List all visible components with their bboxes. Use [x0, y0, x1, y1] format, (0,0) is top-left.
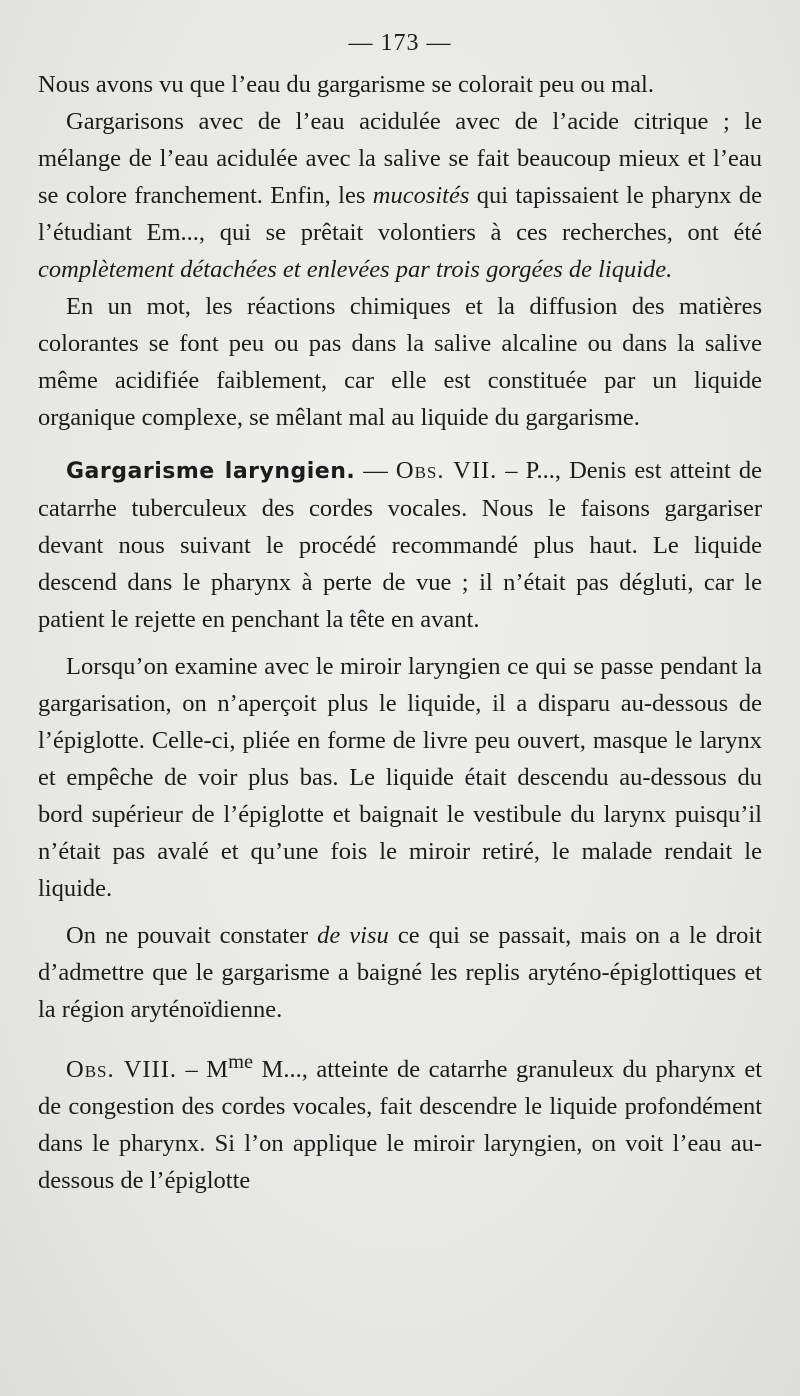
paragraph-6 [38, 917, 762, 1028]
paragraph-2 [38, 103, 762, 288]
superscript-me: me [228, 1051, 254, 1073]
paragraph-gap [38, 907, 762, 917]
observation-label-8: Obs. VIII. [66, 1056, 177, 1084]
paragraph-5 [38, 648, 762, 907]
paragraph-5-text: Lorsqu’on examine avec le miroir laryngien ce qui se passe pendant la gargarisation, on n’aperçoit plus le liquide, il a disparu au-dessous de l’épiglotte. Celle-ci, pliée en forme de livre peu ouvert, masque le larynx et empêche de voir plus bas. Le liquide était descendu au-dessous du bord supérieur de l’épiglotte et baignait le vestibule du larynx puisqu’il n’était pas avalé et qu’une fois le miroir retiré, le malade rendait le liquide. [38, 653, 762, 902]
heading-dash: — [355, 457, 396, 484]
paragraph-3 [38, 288, 762, 436]
page-number: — 173 — [348, 30, 452, 56]
paragraph-3-text: En un mot, les réactions chimiques et la diffusion des matières colorantes se font peu ou pas dans la salive alcaline ou dans la salive même acidifiée faiblement, car elle est constituée par un liquide organique complexe, se mêlant mal au liquide du gargarisme. [38, 293, 762, 431]
paragraph-2-emphasis-2: complètement détachées et enlevées par trois gorgées de liquide. [38, 256, 673, 283]
paragraph-6-text-c: ce qui se passait, mais on a le droit d’admettre que le gargarisme a baigné les replis aryténo-épiglottiques et la région aryténoïdienne. [38, 922, 762, 1023]
paragraph-7-text-b: M..., atteinte de catarrhe granuleux du pharynx et de congestion des cordes vocales, fait descendre le liquide profondément dans le pharynx. Si l’on applique le miroir laryngien, on voit l’eau au-dessous de l’épiglotte [38, 1056, 762, 1195]
paragraph-2-text-c: qui tapissaient le pharynx de l’étudiant Em..., qui se prêtait volontiers à ces recherches, ont été [38, 182, 762, 246]
paragraph-6-emphasis: de visu [317, 922, 389, 949]
section-heading: Gargarisme laryngien. [66, 459, 356, 484]
observation-label-7: Obs. VII. [395, 457, 498, 484]
paragraph-gap [38, 638, 762, 648]
paragraph-7 [38, 1044, 762, 1199]
paragraph-gap [38, 1028, 762, 1044]
paragraph-2-emphasis-1: mucosités [372, 182, 470, 209]
paragraph-1-text: Nous avons vu que l’eau du gargarisme se colorait peu ou mal. [38, 71, 654, 98]
paragraph-gap [38, 436, 762, 452]
paragraph-4-text: – P..., Denis est atteint de catarrhe tuberculeux des cordes vocales. Nous le faisons gargariser devant nous suivant le procédé recommandé plus haut. Le liquide descend dans le pharynx à perte de vue ; il n’était pas dégluti, car le patient le rejette en penchant la tête en avant. [38, 457, 763, 633]
paragraph-1 [38, 66, 762, 103]
paragraph-4 [38, 452, 762, 638]
paragraph-6-text-a: On ne pouvait constater [66, 922, 318, 949]
paragraph-7-text-a: – M [177, 1056, 229, 1084]
paragraph-2-text-a: Gargarisons avec de l’eau acidulée avec de l’acide citrique ; le mélange de l’eau acidulée avec la salive se fait beaucoup mieux et l’eau se colore franchement. Enfin, les [38, 108, 762, 209]
